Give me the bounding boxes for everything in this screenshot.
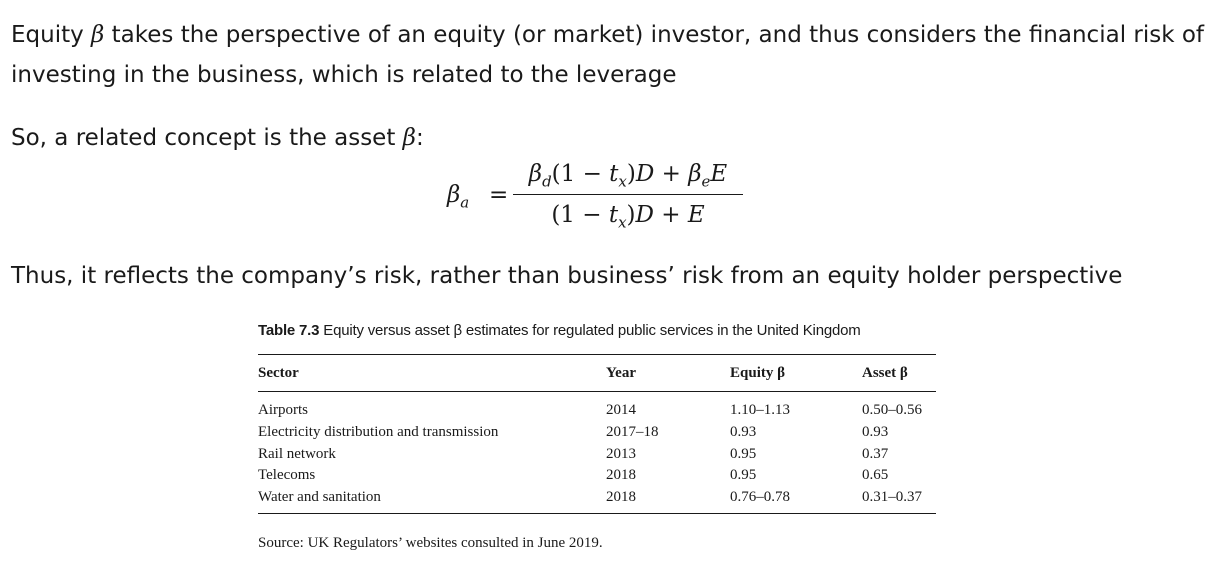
beta-estimates-table (258, 320, 936, 554)
den-open: (1 − (551, 202, 609, 228)
table-row (258, 422, 936, 444)
header-sector: Sector (258, 365, 299, 381)
num-t: t (609, 161, 619, 187)
num-sub-d: d (542, 172, 552, 191)
cell-equity-beta: 0.76–0.78 (730, 489, 790, 506)
cell-year: 2013 (606, 445, 636, 462)
table-source-note: Source: UK Regulators’ websites consulted in June 2019. (258, 534, 603, 551)
cell-asset-beta: 0.37 (862, 445, 889, 462)
formula-fraction (513, 156, 743, 233)
den-D: D (635, 202, 654, 228)
paragraph-company-risk: Thus, it reflects the company’s risk, rather than business’ risk from an equity holder perspective (11, 263, 1123, 289)
num-beta-e: β (688, 161, 702, 187)
cell-asset-beta: 0.93 (862, 423, 889, 440)
cell-sector: Rail network (258, 445, 336, 462)
header-equity-beta: Equity β (730, 365, 786, 381)
paragraph-equity-beta (11, 20, 1204, 50)
cell-equity-beta: 0.95 (730, 445, 757, 462)
num-beta-d: β (528, 161, 543, 187)
cell-equity-beta: 1.10–1.13 (730, 402, 790, 418)
cell-asset-beta: 0.65 (862, 467, 889, 484)
formula-lhs-beta: β (447, 182, 461, 208)
num-plus: + (654, 161, 689, 187)
formula-denominator (513, 197, 743, 233)
formula-lhs-sub: a (460, 193, 470, 212)
num-sub-e: e (701, 172, 711, 191)
header-asset-beta: Asset β (862, 365, 908, 381)
paragraph-asset-beta-intro (11, 123, 424, 153)
den-plus: + (653, 202, 688, 228)
header-year: Year (606, 365, 636, 381)
cell-sector: Telecoms (258, 467, 316, 484)
den-t: t (608, 202, 619, 228)
table-header-row (258, 355, 936, 391)
cell-year: 2017–18 (606, 423, 659, 440)
den-sub-x: x (618, 213, 627, 232)
cell-sector: Airports (258, 402, 308, 418)
table-row (258, 487, 936, 509)
cell-sector: Water and sanitation (258, 489, 381, 506)
paragraph-equity-beta-continued: investing in the business, which is related to the leverage (11, 62, 677, 88)
line3-suffix: : (415, 125, 424, 151)
cell-equity-beta: 0.95 (730, 467, 757, 484)
fraction-bar (513, 194, 743, 195)
line1-prefix: Equity (11, 22, 92, 48)
cell-year: 2018 (606, 467, 636, 484)
table-caption-label: Table 7.3 (258, 322, 320, 339)
table-caption (258, 320, 936, 342)
table-row (258, 465, 936, 487)
line3-prefix: So, a related concept is the asset (11, 125, 403, 151)
formula-numerator (513, 156, 743, 192)
den-close: ) (626, 202, 636, 228)
table-body (258, 392, 936, 509)
num-close: ) (626, 161, 636, 187)
line1-suffix: takes the perspective of an equity (or market) investor, and thus considers the financial risk of (104, 22, 1205, 48)
num-sub-x: x (618, 172, 627, 191)
table-caption-text: Equity versus asset β estimates for regulated public services in the United Kingdom (319, 322, 861, 339)
num-open: (1 − (551, 161, 610, 187)
num-E: E (710, 161, 728, 187)
cell-sector: Electricity distribution and transmission (258, 423, 499, 440)
cell-equity-beta: 0.93 (730, 423, 757, 440)
beta-symbol: β (402, 125, 416, 151)
cell-year: 2018 (606, 489, 636, 506)
cell-asset-beta: 0.50–0.56 (862, 402, 922, 418)
table-row (258, 444, 936, 466)
cell-asset-beta: 0.31–0.37 (862, 489, 922, 506)
table-row (258, 400, 936, 422)
num-D: D (635, 161, 655, 187)
cell-year: 2014 (606, 402, 636, 418)
table-bottom-rule (258, 513, 936, 514)
den-E: E (687, 202, 705, 228)
beta-symbol: β (91, 22, 105, 48)
formula-lhs (447, 182, 469, 212)
formula-equals: = (489, 182, 509, 208)
